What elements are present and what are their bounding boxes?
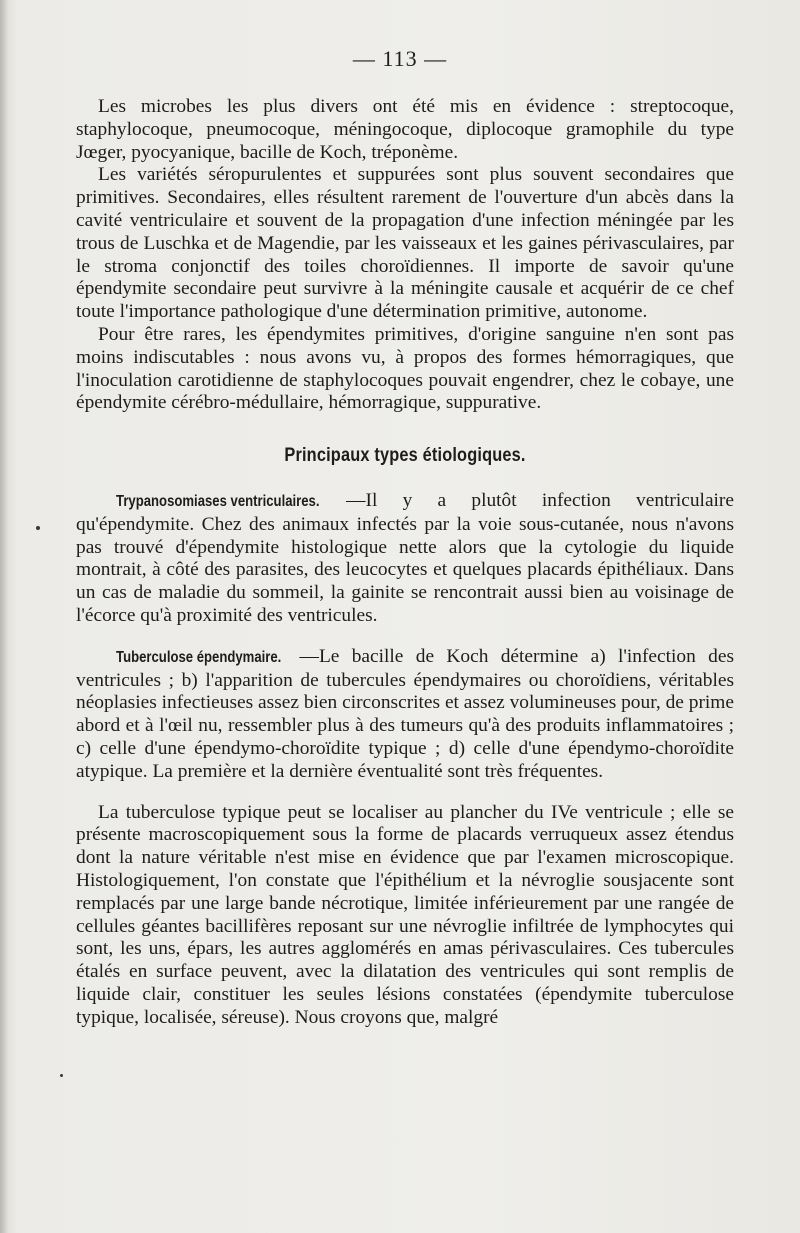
body-text: [76, 96, 734, 1029]
section-heading: Principaux types étiologiques.: [284, 445, 526, 467]
margin-speck-dot: [60, 1074, 63, 1077]
paragraph-primitives: Pour être rares, les épendymites primitives, d'origine sanguine n'en sont pas moins indiscutables : nous avons vu, à propos des formes hémorragiques, que l'inoculation carotidienne de staphylocoques pouvait engendrer, chez le cobaye, une épendymite cérébro-médullaire, hémorragique, suppurative.: [76, 323, 734, 414]
paragraph-tuberculose-typique: La tuberculose typique peut se localiser au plancher du IVe ventricule ; elle se présente macroscopiquement sous la forme de placards verruqueux assez étendus dont la nature véritable n'est mise en évidence que par l'examen microscopique. Histologiquement, l'on constate que l'épithélium et la névroglie sousjacente sont remplacés par une large bande nécrotique, limitée inférieurement par une rangée de cellules géantes bacillifères reposant sur une névroglie infiltrée de lymphocytes qui sont, les uns, épars, les autres agglomérés en amas périvasculaires. Ces tubercules étalés en surface peuvent, avec la dilatation des ventricules qui sont remplis de liquide clair, constituer les seules lésions constatées (épendymite tuberculose typique, localisée, séreuse). Nous croyons que, malgré: [76, 801, 734, 1028]
margin-speck-dot: [36, 526, 40, 530]
tuberculose-lead: Tuberculose épendymaire.: [116, 648, 282, 666]
paragraph-trypanosomiases: [76, 490, 734, 628]
page-number: — 113 —: [352, 46, 448, 71]
page-edge-shadow: [0, 0, 8, 1233]
paragraph-microbes: Les microbes les plus divers ont été mis en évidence : streptocoque, staphylocoque, pneumocoque, méningocoque, diplocoque gramophile du type Jœger, pyocyanique, bacille de Koch, tréponème.: [76, 96, 734, 163]
trypanosomiases-text: —Il y a plutôt infection ventriculaire qu'épendymite. Chez des animaux infectés par la voie sous-cutanée, nous n'avons pas trouvé d'épendymite histologique nette alors que la cytologie du liquide montrait, à côté des parasites, des leucocytes et quelques placards épithéliaux. Dans un cas de maladie du sommeil, la gainite se rencontrait aussi bien au voisinage de l'écorce qu'à proximité des ventricules.: [76, 489, 734, 626]
paragraph-varietes: Les variétés séropurulentes et suppurées sont plus souvent secondaires que primitives. Secondaires, elles résultent rarement de l'ouverture d'un abcès dans la cavité ventriculaire et souvent de la propagation d'une infection méningée par les trous de Luschka et de Magendie, par les vaisseaux et les gaines périvasculaires, par le stroma conjonctif des toiles choroïdiennes. Il importe de savoir qu'une épendymite secondaire peut survivre à la méningite causale et acquérir de ce chef toute l'importance pathologique d'une détermination primitive, autonome.: [76, 164, 734, 323]
tuberculose-text: —Le bacille de Koch détermine a) l'infection des ventricules ; b) l'apparition de tubercules épendymaires ou choroïdiens, véritables néoplasies infectieuses assez bien circonscrites et assez volumineuses pour, de prime abord et à l'œil nu, ressembler plus à des tumeurs qu'à des produits inflammatoires ; c) celle d'une épendymo-choroïdite typique ; d) celle d'une épendymo-choroïdite atypique. La première et la dernière éventualité sont très fréquentes.: [76, 645, 734, 782]
trypanosomiases-lead: Trypanosomiases ventriculaires.: [116, 492, 320, 510]
paragraph-tuberculose: [76, 646, 734, 784]
